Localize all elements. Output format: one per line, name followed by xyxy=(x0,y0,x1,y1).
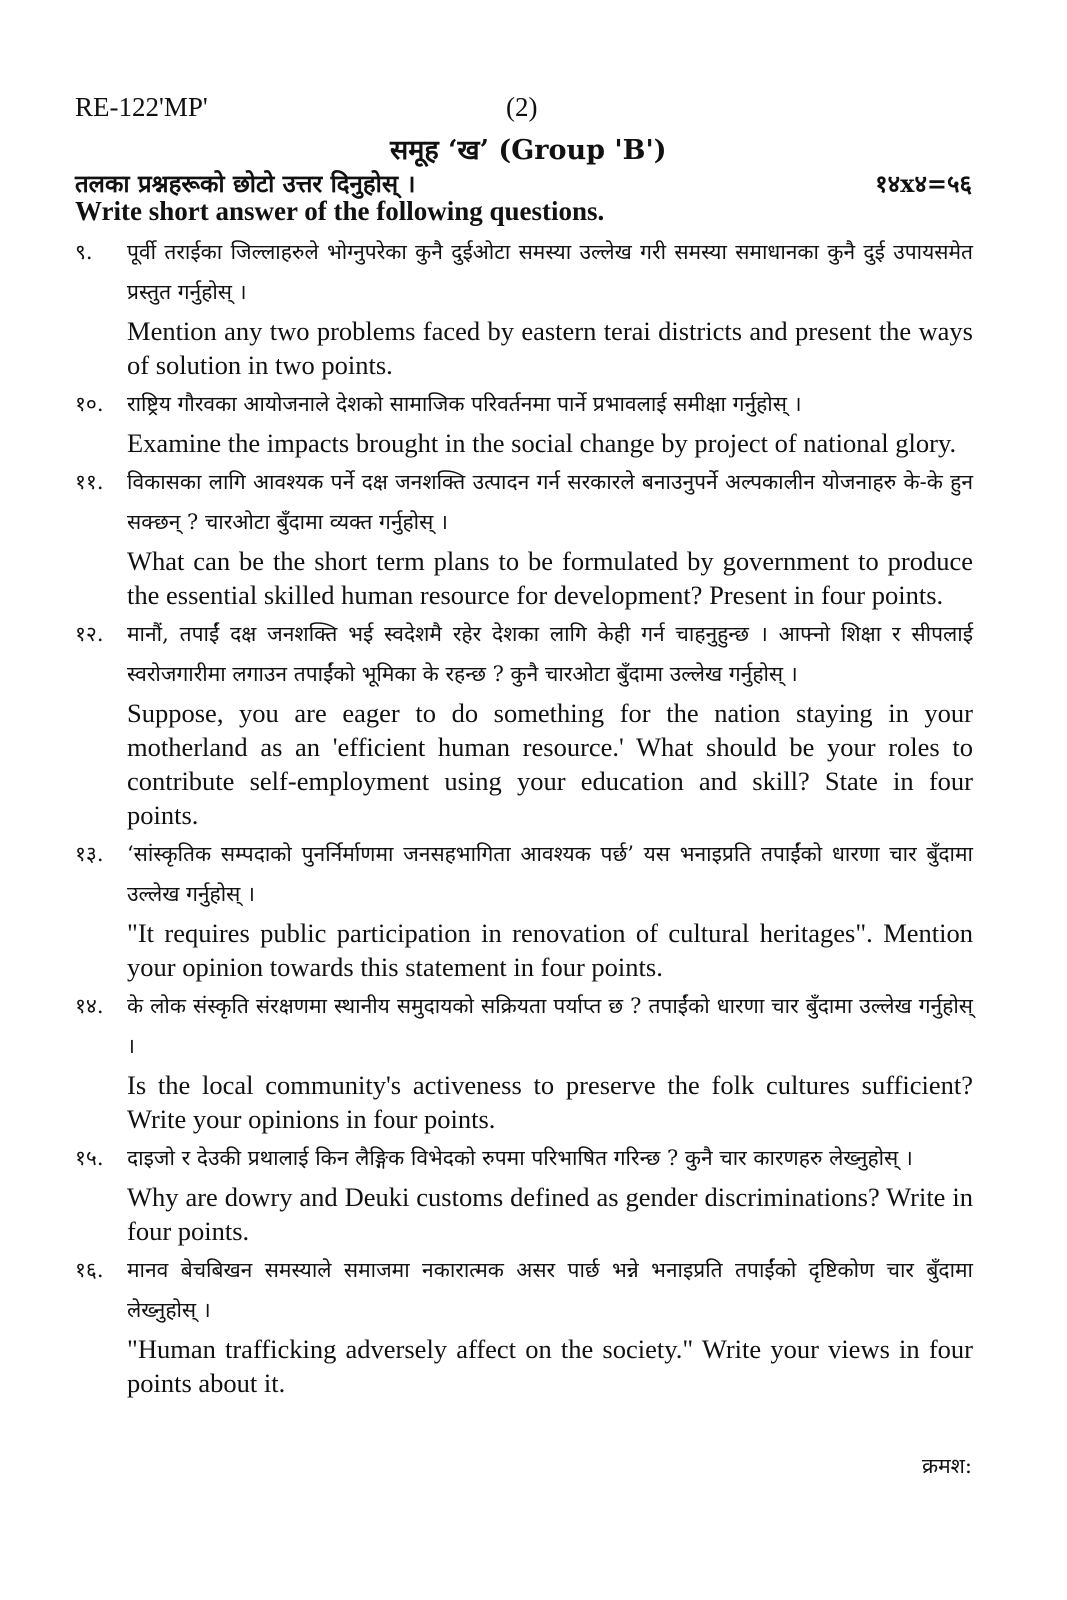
question-text-english: Is the local community's activeness to preserve the folk cultures sufficient? Write your opinions in four points. xyxy=(127,1070,973,1134)
question-number: १५. xyxy=(75,1146,104,1170)
instruction-nepali: तलका प्रश्नहरूको छोटो उत्तर दिनुहोस् । xyxy=(75,169,416,198)
question-text-english: "Human trafficking adversely affect on the society." Write your views in four points about it. xyxy=(127,1334,973,1398)
question-item xyxy=(75,834,973,984)
question-text-nepali: के लोक संस्कृति संरक्षणमा स्थानीय समुदायको सक्रियता पर्याप्त छ ? तपाईंको धारणा चार बुँदामा उल्लेख गर्नुहोस् । xyxy=(127,994,973,1058)
question-number: १०. xyxy=(75,392,104,416)
question-number: १३. xyxy=(75,842,104,866)
question-item xyxy=(75,462,973,612)
instruction-english: Write short answer of the following questions. xyxy=(75,196,605,226)
question-number: १२. xyxy=(75,622,104,646)
question-number: ९. xyxy=(75,240,93,264)
question-text-nepali: ‘सांस्कृतिक सम्पदाको पुनर्निर्माणमा जनसहभागिता आवश्यक पर्छ’ यस भनाइप्रति तपाईंको धारणा चार बुँदामा उल्लेख गर्नुहोस् । xyxy=(127,842,973,906)
question-item xyxy=(75,1250,973,1400)
question-item xyxy=(75,986,973,1136)
marks-allocation: १४x४=५६ xyxy=(875,169,972,198)
question-text-nepali: मानौं, तपाईं दक्ष जनशक्ति भई स्वदेशमै रहेर देशका लागि केही गर्न चाहनुहुन्छ । आफ्नो शिक्षा र सीपलाई स्वरोजगारीमा लगाउन तपाईंको भूमिका के रहन्छ ? कुनै चारओटा बुँदामा उल्लेख गर्नुहोस् । xyxy=(127,622,973,686)
question-number: १४. xyxy=(75,994,104,1018)
question-item xyxy=(75,614,973,832)
question-text-english: What can be the short term plans to be formulated by government to produce the essential skilled human resource for development? Present in four points. xyxy=(127,546,973,610)
paper-code: RE-122'MP' xyxy=(75,92,208,122)
question-text-english: Why are dowry and Deuki customs defined as gender discriminations? Write in four points. xyxy=(127,1182,973,1246)
question-item xyxy=(75,384,973,460)
question-text-nepali: मानव बेचबिखन समस्याले समाजमा नकारात्मक असर पार्छ भन्ने भनाइप्रति तपाईंको दृष्टिकोण चार बुँदामा लेख्नुहोस् । xyxy=(127,1258,973,1322)
continued-marker: क्रमश: xyxy=(921,1454,972,1478)
question-text-english: "It requires public participation in renovation of cultural heritages". Mention your opinion towards this statement in four points. xyxy=(127,918,973,982)
page-number: (2) xyxy=(506,92,538,122)
question-list xyxy=(75,232,973,1402)
group-title: समूह ‘ख’ (Group 'B') xyxy=(390,135,667,166)
question-number: १६. xyxy=(75,1258,104,1282)
question-text-nepali: राष्ट्रिय गौरवका आयोजनाले देशको सामाजिक परिवर्तनमा पार्ने प्रभावलाई समीक्षा गर्नुहोस् । xyxy=(127,392,802,416)
question-text-english: Suppose, you are eager to do something for the nation staying in your motherland as an 'efficient human resource.' What should be your roles to contribute self-employment using your education and skill? State in four points. xyxy=(127,698,973,830)
question-text-nepali: विकासका लागि आवश्यक पर्ने दक्ष जनशक्ति उत्पादन गर्न सरकारले बनाउनुपर्ने अल्पकालीन योजनाहरु के-के हुन सक्छन् ? चारओटा बुँदामा व्यक्त गर्नुहोस् । xyxy=(127,470,973,534)
question-text-nepali: दाइजो र देउकी प्रथालाई किन लैङ्गिक विभेदको रुपमा परिभाषित गरिन्छ ? कुनै चार कारणहरु लेख्नुहोस् । xyxy=(127,1146,913,1170)
question-item xyxy=(75,1138,973,1248)
question-number: ११. xyxy=(75,470,104,494)
question-item xyxy=(75,232,973,382)
question-text-english: Mention any two problems faced by eastern terai districts and present the ways of solution in two points. xyxy=(127,316,973,380)
question-text-nepali: पूर्वी तराईका जिल्लाहरुले भोग्नुपरेका कुनै दुईओटा समस्या उल्लेख गरी समस्या समाधानका कुनै दुई उपायसमेत प्रस्तुत गर्नुहोस् । xyxy=(127,240,973,304)
question-text-english: Examine the impacts brought in the social change by project of national glory. xyxy=(127,428,957,458)
